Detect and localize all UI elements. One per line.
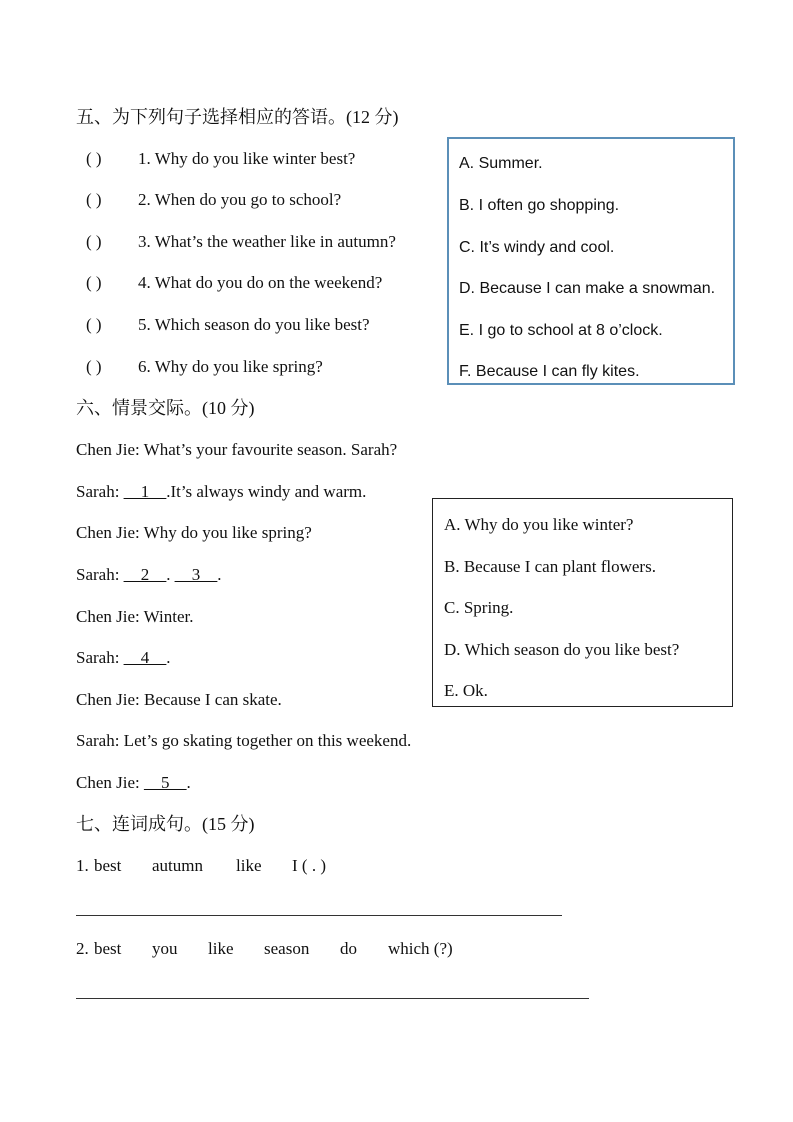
blank-2[interactable]: __2__: [123, 565, 167, 584]
word: like: [208, 939, 234, 958]
blank-1[interactable]: __1__: [123, 482, 167, 501]
section5-points: (12 分): [346, 107, 399, 127]
question-row: [86, 357, 323, 377]
section5-title: 五、为下列句子选择相应的答语。: [76, 107, 346, 128]
answer-paren[interactable]: ( ): [86, 315, 102, 334]
section7-heading: [76, 813, 255, 836]
option-item: E. I go to school at 8 o’clock.: [459, 322, 663, 339]
answer-line-2[interactable]: [76, 998, 589, 999]
blank-5[interactable]: __5__: [144, 773, 187, 792]
dialogue-line: [76, 482, 366, 502]
speaker: Sarah:: [76, 565, 124, 584]
blank-4[interactable]: __4__: [123, 648, 167, 667]
question-row: [86, 149, 355, 169]
item-number: 1.: [76, 856, 89, 875]
dialogue-line: [76, 648, 170, 668]
dialogue-line: [76, 773, 191, 793]
question-row: [86, 232, 396, 252]
section5-options-box: [447, 137, 735, 385]
blank-3[interactable]: __3__: [174, 565, 218, 584]
word: best: [94, 939, 122, 958]
question-text: 4. What do you do on the weekend?: [138, 273, 383, 292]
dialogue-line: Sarah: Let’s go skating together on this weekend.: [76, 731, 412, 750]
question-row: [86, 315, 370, 335]
word-order-item-2: [76, 939, 453, 959]
answer-paren[interactable]: ( ): [86, 273, 102, 292]
word: autumn: [152, 856, 203, 875]
dialogue-line: [76, 565, 221, 585]
option-item: A. Summer.: [459, 155, 543, 172]
answer-paren[interactable]: ( ): [86, 357, 102, 376]
answer-paren[interactable]: ( ): [86, 232, 102, 251]
question-text: 6. Why do you like spring?: [138, 357, 323, 376]
option-item: C. Spring.: [444, 598, 514, 617]
line-text: .It’s always windy and warm.: [166, 482, 367, 501]
word: you: [152, 939, 178, 958]
word: best: [94, 856, 122, 875]
separator: .: [166, 565, 175, 584]
question-text: 1. Why do you like winter best?: [138, 149, 356, 168]
speaker: Chen Jie:: [76, 773, 144, 792]
word: like: [236, 856, 262, 875]
question-text: 2. When do you go to school?: [138, 190, 342, 209]
line-end: .: [166, 648, 171, 667]
section6-options-box: [432, 498, 733, 707]
option-item: D. Because I can make a snowman.: [459, 280, 716, 297]
speaker: Sarah:: [76, 482, 124, 501]
answer-paren[interactable]: ( ): [86, 149, 102, 168]
option-item: A. Why do you like winter?: [444, 515, 634, 534]
option-item: E. Ok.: [444, 681, 488, 700]
line-end: .: [217, 565, 222, 584]
speaker: Sarah:: [76, 648, 124, 667]
word: season: [264, 939, 310, 958]
section6-heading: [76, 397, 255, 420]
item-number: 2.: [76, 939, 89, 958]
question-row: [86, 273, 382, 293]
word: I ( . ): [292, 856, 326, 875]
line-end: .: [186, 773, 191, 792]
option-item: B. Because I can plant flowers.: [444, 557, 656, 576]
option-item: B. I often go shopping.: [459, 197, 620, 214]
word-order-item-1: [76, 856, 326, 876]
section7-points: (15 分): [202, 814, 255, 834]
option-item: D. Which season do you like best?: [444, 640, 680, 659]
dialogue-line: Chen Jie: Winter.: [76, 607, 194, 626]
option-item: F. Because I can fly kites.: [459, 363, 640, 380]
section6-points: (10 分): [202, 398, 255, 418]
word: do: [340, 939, 357, 958]
option-item: C. It’s windy and cool.: [459, 239, 615, 256]
answer-paren[interactable]: ( ): [86, 190, 102, 209]
dialogue-line: Chen Jie: Why do you like spring?: [76, 523, 312, 542]
section7-title: 七、连词成句。: [76, 814, 202, 835]
question-row: [86, 190, 341, 210]
dialogue-line: Chen Jie: Because I can skate.: [76, 690, 282, 709]
question-text: 5. Which season do you like best?: [138, 315, 370, 334]
section5-heading: [76, 106, 399, 129]
question-text: 3. What’s the weather like in autumn?: [138, 232, 396, 251]
word: which (?): [388, 939, 453, 958]
section6-title: 六、情景交际。: [76, 398, 202, 419]
dialogue-line: Chen Jie: What’s your favourite season. Sarah?: [76, 440, 398, 459]
answer-line-1[interactable]: [76, 915, 562, 916]
